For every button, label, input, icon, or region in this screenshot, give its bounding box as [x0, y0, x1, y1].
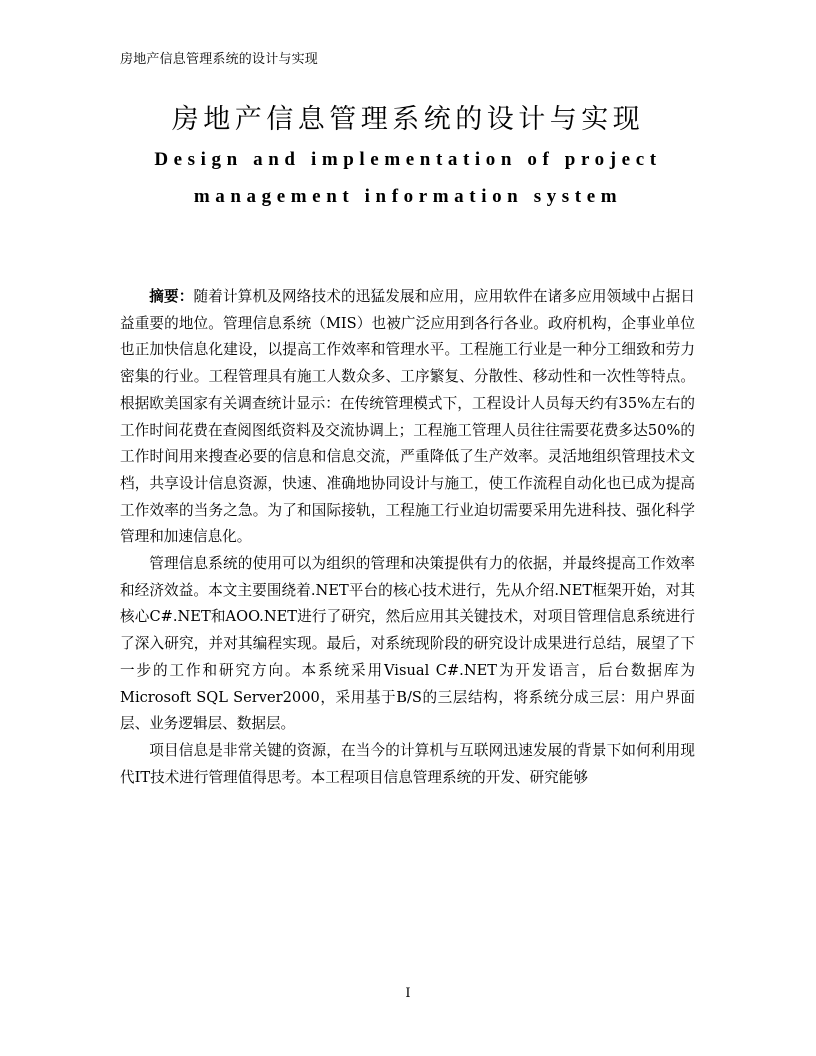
abstract-paragraph-1 [120, 284, 695, 551]
abstract-section [120, 284, 695, 791]
running-header: 房地产信息管理系统的设计与实现 [120, 52, 319, 67]
abstract-paragraph-2: 管理信息系统的使用可以为组织的管理和决策提供有力的依据，并最终提高工作效率和经济效益。本文主要围绕着.NET平台的核心技术进行，先从介绍.NET框架开始，对其核心C#.NET和AOO.NET进行了研究，然后应用其关键技术，对项目管理信息系统进行了深入研究，并对其编程实现。最后，对系统现阶段的研究设计成果进行总结，展望了下一步的工作和研究方向。本系统采用Visual C#.NET为开发语言，后台数据库为Microsoft SQL Server2000，采用基于B/S的三层结构，将系统分成三层：用户界面层、业务逻辑层、数据层。 [120, 555, 695, 733]
abstract-paragraph-1-text: 随着计算机及网络技术的迅猛发展和应用，应用软件在诸多应用领域中占据日益重要的地位。管理信息系统（MIS）也被广泛应用到各行各业。政府机构，企事业单位也正加快信息化建设，以提高工作效率和管理水平。工程施工行业是一种分工细致和劳力密集的行业。工程管理具有施工人数众多、工序繁复、分散性、移动性和一次性等特点。根据欧美国家有关调查统计显示：在传统管理模式下，工程设计人员每天约有35%左右的工作时间花费在查阅图纸资料及交流协调上；工程施工管理人员往往需要花费多达50%的工作时间用来搜查必要的信息和信息交流，严重降低了生产效率。灵活地组织管理技术文档，共享设计信息资源，快速、准确地协同设计与施工，使工作流程自动化也已成为提高工作效率的当务之急。为了和国际接轨，工程施工行业迫切需要采用先进科技、强化科学管理和加速信息化。 [120, 288, 695, 546]
page-title-english-line1: Design and implementation of project [154, 149, 662, 170]
abstract-paragraph-3: 项目信息是非常关键的资源，在当今的计算机与互联网迅速发展的背景下如何利用现代IT技术进行管理值得思考。本工程项目信息管理系统的开发、研究能够 [120, 741, 695, 786]
page-number: I [405, 986, 411, 1001]
page-title-chinese: 房地产信息管理系统的设计与实现 [171, 104, 645, 135]
page-title-english-line2: management information system [193, 186, 623, 207]
abstract-label: 摘要： [149, 288, 194, 305]
